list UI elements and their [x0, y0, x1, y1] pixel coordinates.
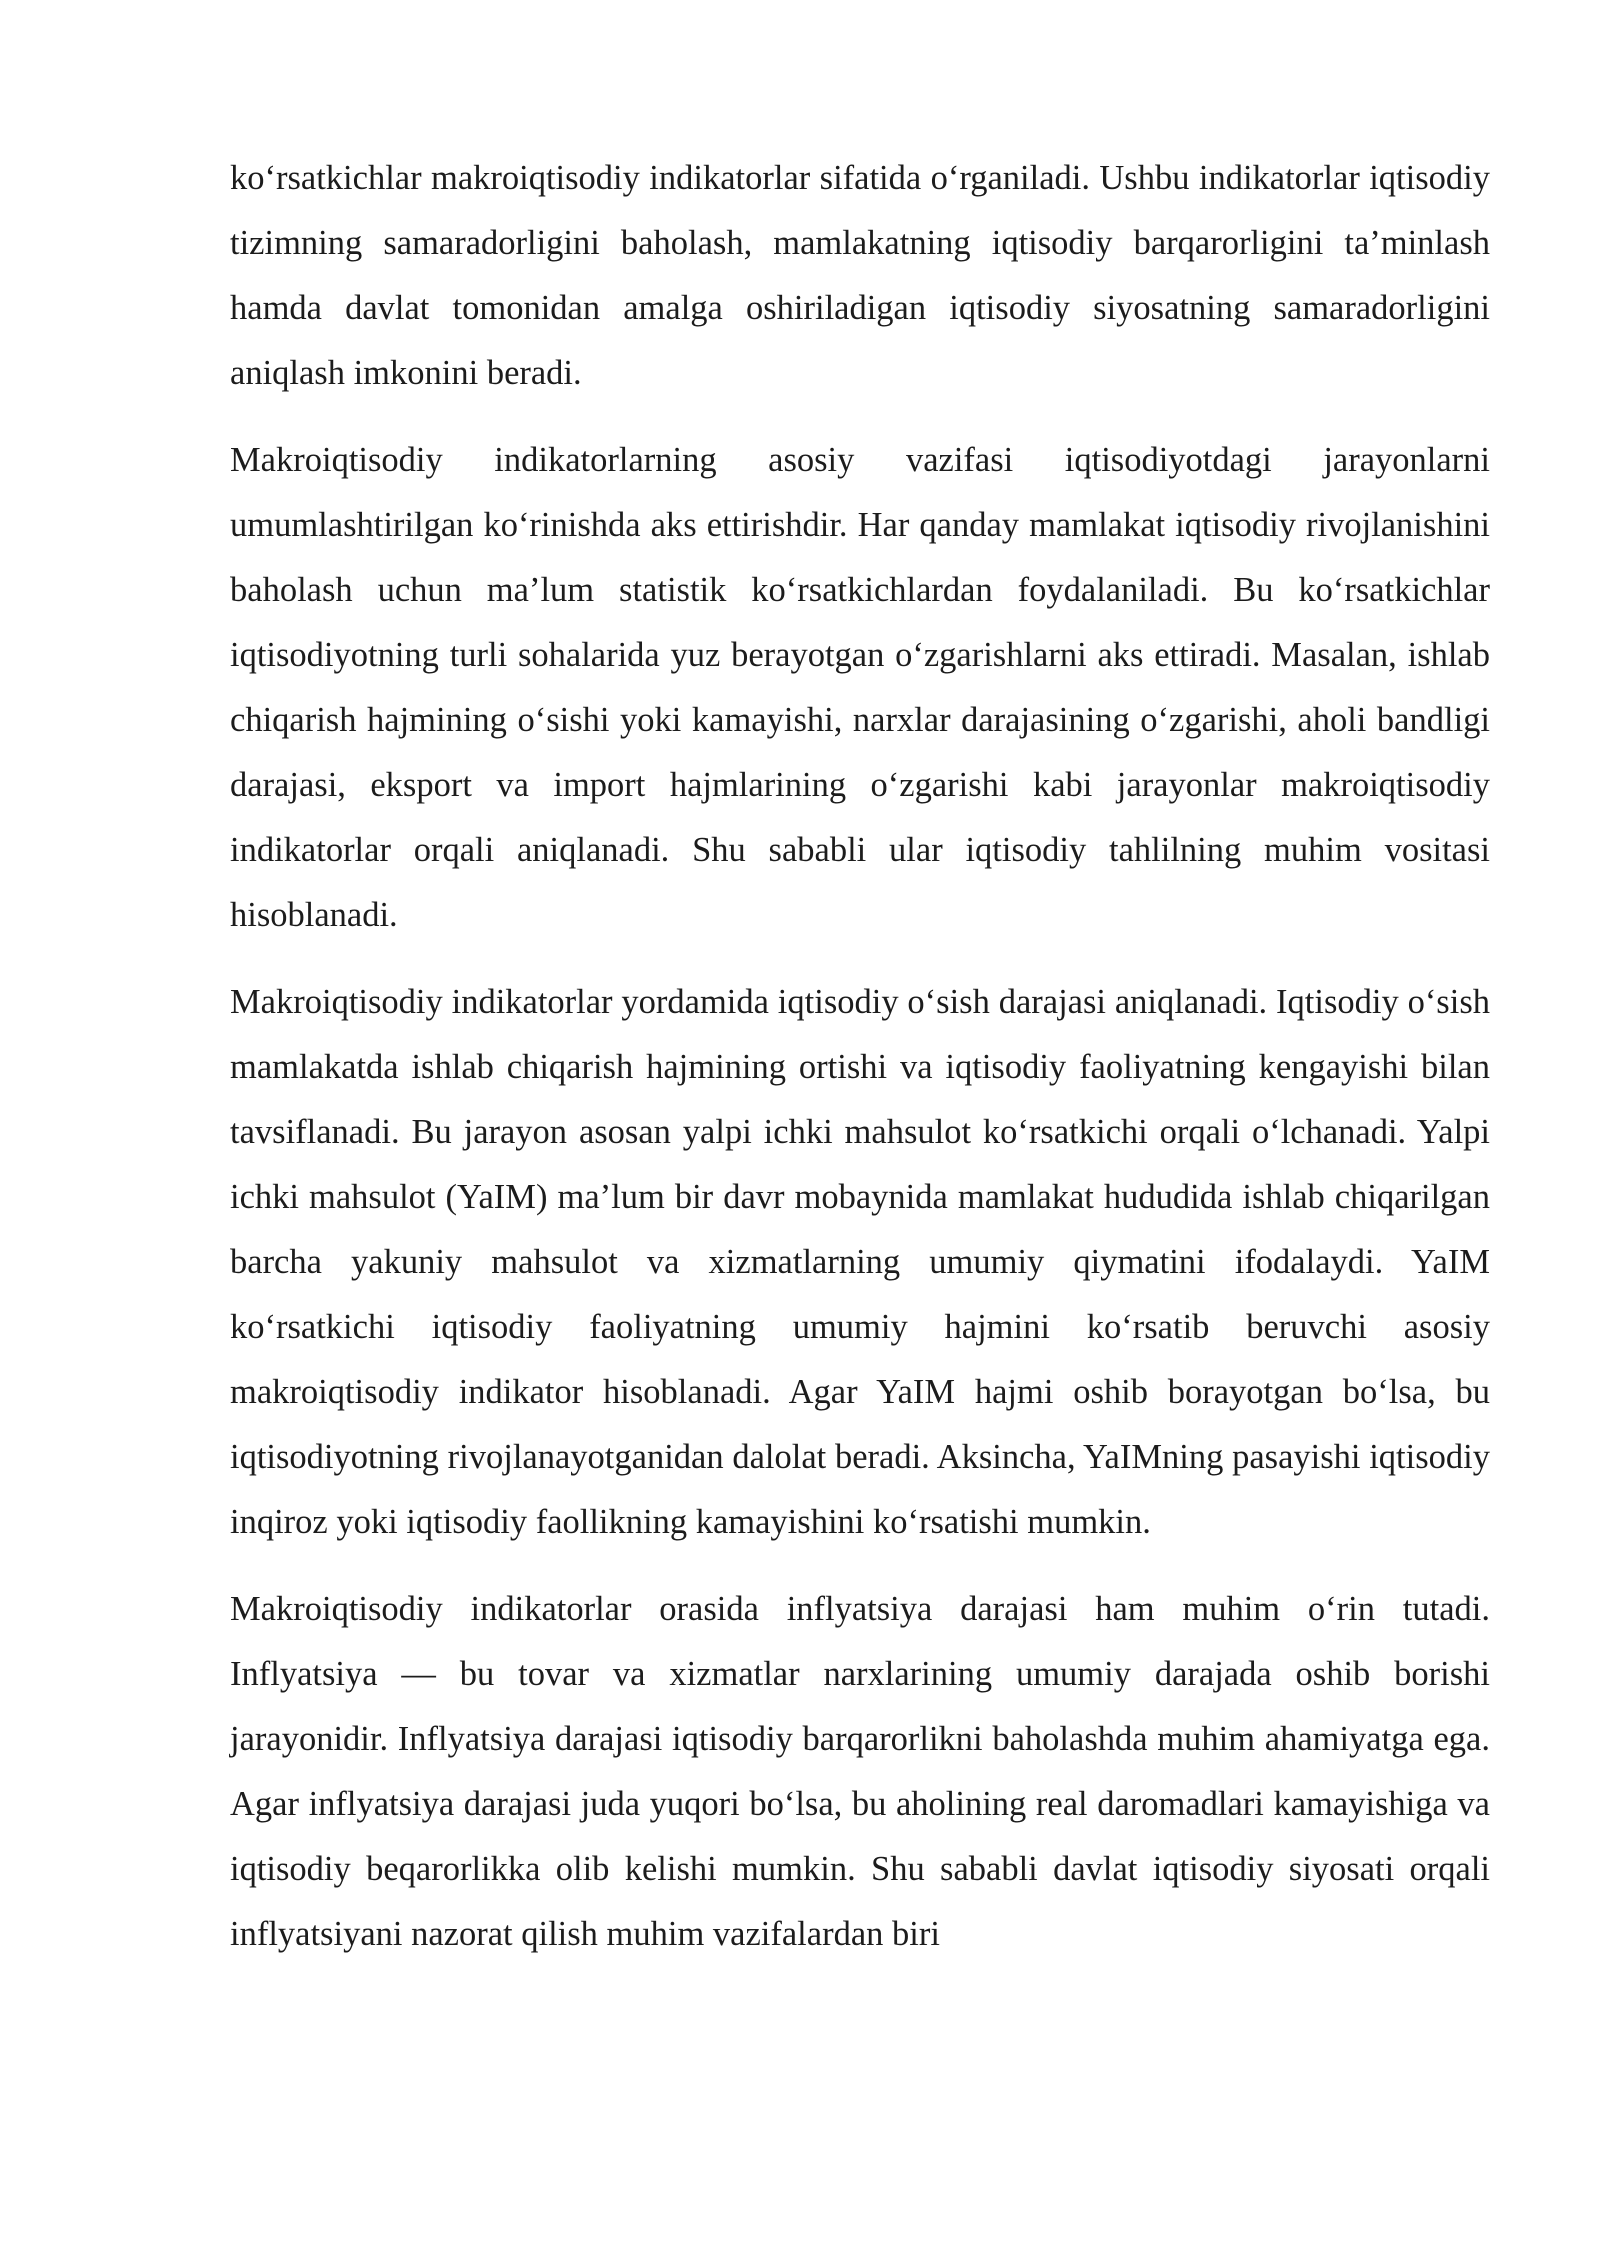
- paragraph-1: ko‘rsatkichlar makroiqtisodiy indikatorlar sifatida o‘rganiladi. Ushbu indikatorlar iqtisodiy tizimning samaradorligini baholash, mamlakatning iqtisodiy barqarorligini ta’minlash hamda davlat tomonidan amalga oshiriladigan iqtisodiy siyosatning samaradorligini aniqlash imkonini beradi.: [230, 159, 1490, 392]
- paragraph-2: Makroiqtisodiy indikatorlarning asosiy vazifasi iqtisodiyotdagi jarayonlarni umumlashtirilgan ko‘rinishda aks ettirishdir. Har qanday mamlakat iqtisodiy rivojlanishini baholash uchun ma’lum statistik ko‘rsatkichlardan foydalaniladi. Bu ko‘rsatkichlar iqtisodiyotning turli sohalarida yuz berayotgan o‘zgarishlarni aks ettiradi. Masalan, ishlab chiqarish hajmining o‘sishi yoki kamayishi, narxlar darajasining o‘zgarishi, aholi bandligi darajasi, eksport va import hajmlarining o‘zgarishi kabi jarayonlar makroiqtisodiy indikatorlar orqali aniqlanadi. Shu sababli ular iqtisodiy tahlilning muhim vositasi hisoblanadi.: [230, 441, 1490, 934]
- paragraph-3: Makroiqtisodiy indikatorlar yordamida iqtisodiy o‘sish darajasi aniqlanadi. Iqtisodiy o‘sish mamlakatda ishlab chiqarish hajmining ortishi va iqtisodiy faoliyatning kengayishi bilan tavsiflanadi. Bu jarayon asosan yalpi ichki mahsulot ko‘rsatkichi orqali o‘lchanadi. Yalpi ichki mahsulot (YaIM) ma’lum bir davr mobaynida mamlakat hududida ishlab chiqarilgan barcha yakuniy mahsulot va xizmatlarning umumiy qiymatini ifodalaydi. YaIM ko‘rsatkichi iqtisodiy faoliyatning umumiy hajmini ko‘rsatib beruvchi asosiy makroiqtisodiy indikator hisoblanadi. Agar YaIM hajmi oshib borayotgan bo‘lsa, bu iqtisodiyotning rivojlanayotganidan dalolat beradi. Aksincha, YaIMning pasayishi iqtisodiy inqiroz yoki iqtisodiy faollikning kamayishini ko‘rsatishi mumkin.: [230, 983, 1490, 1541]
- document-body: [230, 146, 1490, 1989]
- paragraph-4: Makroiqtisodiy indikatorlar orasida inflyatsiya darajasi ham muhim o‘rin tutadi. Inflyatsiya — bu tovar va xizmatlar narxlarining umumiy darajada oshib borishi jarayonidir. Inflyatsiya darajasi iqtisodiy barqarorlikni baholashda muhim ahamiyatga ega. Agar inflyatsiya darajasi juda yuqori bo‘lsa, bu aholining real daromadlari kamayishiga va iqtisodiy beqarorlikka olib kelishi mumkin. Shu sababli davlat iqtisodiy siyosati orqali inflyatsiyani nazorat qilish muhim vazifalardan biri: [230, 1590, 1490, 1953]
